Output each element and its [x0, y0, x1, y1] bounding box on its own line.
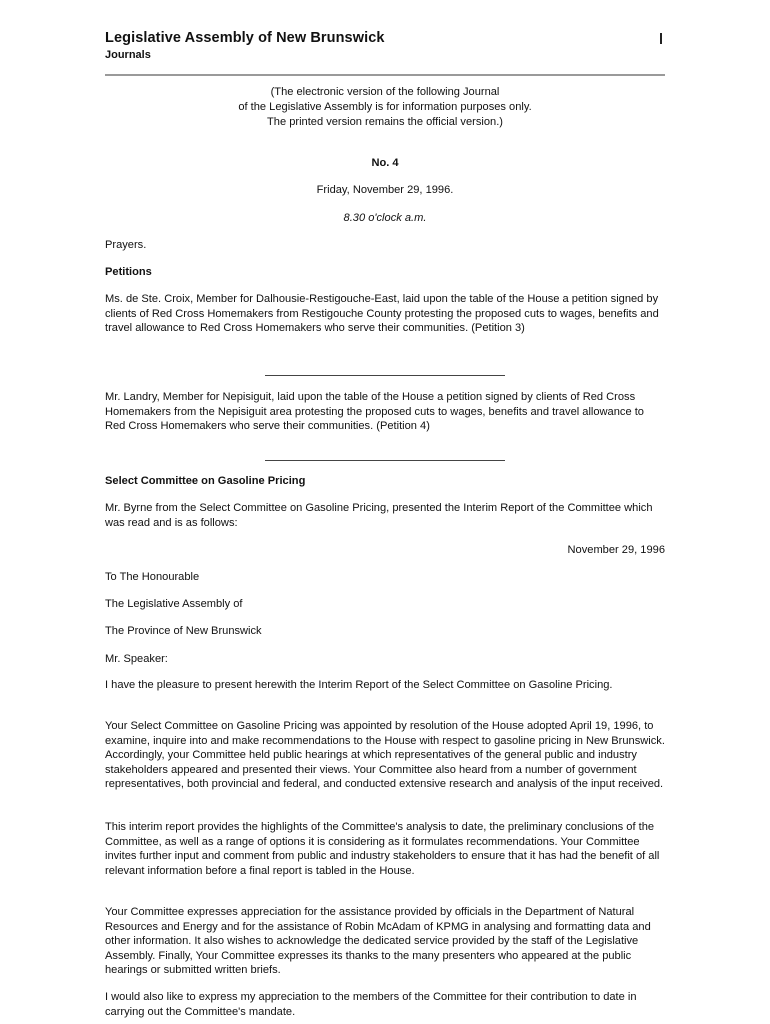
header-rule: [105, 74, 665, 76]
notice-line-2: of the Legislative Assembly is for information purposes only.: [238, 101, 532, 113]
journal-number: No. 4: [371, 157, 399, 169]
letter-date: November 29, 1996: [567, 544, 665, 556]
page-title: Legislative Assembly of New Brunswick: [105, 30, 385, 46]
notice-line-1: (The electronic version of the following Journal: [270, 86, 500, 98]
committee-intro: Mr. Byrne from the Select Committee on Gasoline Pricing, presented the Interim Report of the Committee which was read and is as follows:: [105, 502, 653, 529]
report-paragraph: Your Committee expresses appreciation for the assistance provided by officials in the Department of Natural Resources and Energy and for the assistance of Robin McAdam of KPMG in analysing and formatting data and other information. It also wishes to acknowledge the dedicated service provided by the staff of the Legislative Assembly. Finally, Your Committee expresses its thanks to the many presenters who appeared at the public hearings or submitted written briefs.: [105, 906, 651, 976]
report-paragraph: This interim report provides the highlights of the Committee's analysis to date, the preliminary conclusions of the Committee, as well as a range of options it is considering as it formulates recommendations. Your Committee invites further input and comment from public and industry stakeholders to ensure that it has had the benefit of all relevant information before a final report is tabled in the House.: [105, 821, 660, 877]
sitting-time: 8.30 o'clock a.m.: [343, 212, 427, 224]
journal-date: Friday, November 29, 1996.: [316, 184, 454, 196]
page-subtitle: Journals: [105, 49, 151, 61]
section-separator: [265, 460, 505, 461]
address-line-2: The Legislative Assembly of: [105, 598, 243, 610]
address-line-1: To The Honourable: [105, 571, 200, 583]
petitions-heading: Petitions: [105, 266, 152, 278]
prayers: Prayers.: [105, 239, 147, 251]
salutation: Mr. Speaker:: [105, 653, 168, 665]
report-paragraph: Your Select Committee on Gasoline Pricing was appointed by resolution of the House adopted April 19, 1996, to examine, inquire into and make recommendations to the House with respect to gasoline pricing in New Brunswick. Accordingly, your Committee held public hearings at which representatives of the general public and industry stakeholders appeared and presented their views. Your Committee also heard from a number of government representatives, both provincial and federal, and conducted extensive research and analysis of the input received.: [105, 720, 665, 790]
committee-heading: Select Committee on Gasoline Pricing: [105, 475, 306, 487]
text-cursor-mark: [660, 33, 662, 44]
report-paragraph: I would also like to express my appreciation to the members of the Committee for their contribution to date in carrying out the Committee's mandate.: [105, 991, 637, 1018]
report-paragraph: I have the pleasure to present herewith the Interim Report of the Select Committee on Gasoline Pricing.: [105, 679, 613, 691]
notice-line-3: The printed version remains the official version.): [267, 116, 503, 128]
section-separator: [265, 375, 505, 376]
address-line-3: The Province of New Brunswick: [105, 625, 262, 637]
petition-4-paragraph: Mr. Landry, Member for Nepisiguit, laid upon the table of the House a petition signed by clients of Red Cross Homemakers from the Nepisiguit area protesting the proposed cuts to wages, benefits and travel allowance to Red Cross Homemakers who serve their communities. (Petition 4): [105, 391, 644, 432]
petition-3-paragraph: Ms. de Ste. Croix, Member for Dalhousie-Restigouche-East, laid upon the table of the House a petition signed by clients of Red Cross Homemakers from Restigouche County protesting the proposed cuts to wages, benefits and travel allowance to Red Cross Homemakers who serve their communities. (Petition 3): [105, 293, 659, 334]
